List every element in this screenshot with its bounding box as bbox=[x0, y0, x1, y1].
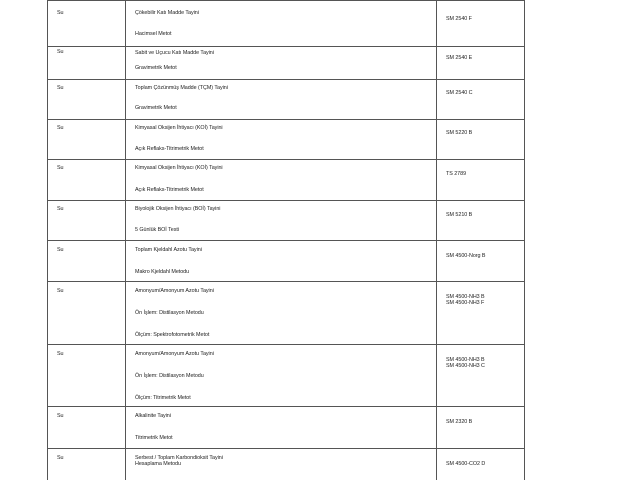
table-row bbox=[47, 79, 525, 119]
measurement-method: Ölçüm: Titrimetrik Metot bbox=[135, 395, 191, 401]
method-name: 5 Günlük BOİ Testi bbox=[135, 227, 179, 233]
matrix-cell: Su bbox=[57, 165, 64, 171]
table-row bbox=[47, 344, 525, 406]
test-name: Amonyum/Amonyum Azotu Tayini bbox=[135, 288, 214, 294]
method-code: SM 2320 B bbox=[446, 419, 473, 425]
table-row bbox=[47, 159, 525, 200]
matrix-cell: Su bbox=[57, 413, 64, 419]
method-code: SM 4500-NH3 B bbox=[446, 357, 485, 363]
method-name: Hacimsel Metot bbox=[135, 31, 172, 37]
method-code: SM 4500-NH3 B bbox=[446, 294, 485, 300]
matrix-cell: Su bbox=[57, 10, 64, 16]
matrix-cell: Su bbox=[57, 206, 64, 212]
matrix-cell: Su bbox=[57, 288, 64, 294]
test-name: Sabit ve Uçucu Katı Madde Tayini bbox=[135, 50, 214, 56]
method-code: SM 2540 F bbox=[446, 16, 472, 22]
test-name: Kimyasal Oksijen İhtiyacı (KOİ) Tayini bbox=[135, 125, 223, 131]
pretreatment-method: Ön İşlem: Distilasyon Metodu bbox=[135, 310, 204, 316]
method-code: SM 5220 B bbox=[446, 130, 473, 136]
table-row bbox=[47, 200, 525, 240]
pretreatment-method: Ön İşlem: Distilasyon Metodu bbox=[135, 373, 204, 379]
test-name: Alkalinite Tayini bbox=[135, 413, 171, 419]
method-name: Makro Kjeldahl Metodu bbox=[135, 269, 190, 275]
table-row bbox=[47, 46, 525, 79]
table-row bbox=[47, 0, 525, 46]
test-name: Kimyasal Oksijen İhtiyacı (KOİ) Tayini bbox=[135, 165, 223, 171]
methods-table bbox=[47, 0, 525, 480]
matrix-cell: Su bbox=[57, 85, 64, 91]
test-name: Serbest / Toplam Karbondioksit Tayini bbox=[135, 455, 223, 461]
method-name: Açık Reflaks-Titrimetrik Metot bbox=[135, 146, 204, 152]
method-code: TS 2789 bbox=[446, 171, 467, 177]
method-name: Gravimetrik Metot bbox=[135, 65, 177, 71]
table-row bbox=[47, 119, 525, 159]
test-name: Toplam Kjeldahl Azotu Tayini bbox=[135, 247, 202, 253]
measurement-method: Ölçüm: Spektrofotometrik Metot bbox=[135, 332, 210, 338]
table-row bbox=[47, 281, 525, 344]
test-name: Amonyum/Amonyum Azotu Tayini bbox=[135, 351, 214, 357]
method-name: Açık Reflaks-Titrimetrik Metot bbox=[135, 187, 204, 193]
method-code-2: SM 4500-NH3 C bbox=[446, 363, 485, 369]
test-name: Toplam Çözünmüş Madde (TÇM) Tayini bbox=[135, 85, 228, 91]
table-row bbox=[47, 240, 525, 281]
test-name: Biyolojik Oksijen İhtiyacı (BOİ) Tayini bbox=[135, 206, 221, 212]
method-code: SM 5210 B bbox=[446, 212, 473, 218]
matrix-cell: Su bbox=[57, 351, 64, 357]
table-row bbox=[47, 406, 525, 448]
method-name: Hesaplama Metodu bbox=[135, 461, 181, 467]
method-code: SM 4500-Norg B bbox=[446, 253, 486, 259]
table-row bbox=[47, 448, 525, 480]
matrix-cell: Su bbox=[57, 455, 64, 461]
method-code: SM 2540 E bbox=[446, 55, 473, 61]
matrix-cell: Su bbox=[57, 247, 64, 253]
method-code-2: SM 4500-NH3 F bbox=[446, 300, 485, 306]
method-name: Gravimetrik Metot bbox=[135, 105, 177, 111]
method-code: SM 2540 C bbox=[446, 90, 473, 96]
method-code: SM 4500-CO2 D bbox=[446, 461, 486, 467]
method-name: Titrimetrik Metot bbox=[135, 435, 173, 441]
matrix-cell: Su bbox=[57, 125, 64, 131]
test-name: Çökebilir Katı Madde Tayini bbox=[135, 10, 199, 16]
matrix-cell: Su bbox=[57, 49, 64, 55]
